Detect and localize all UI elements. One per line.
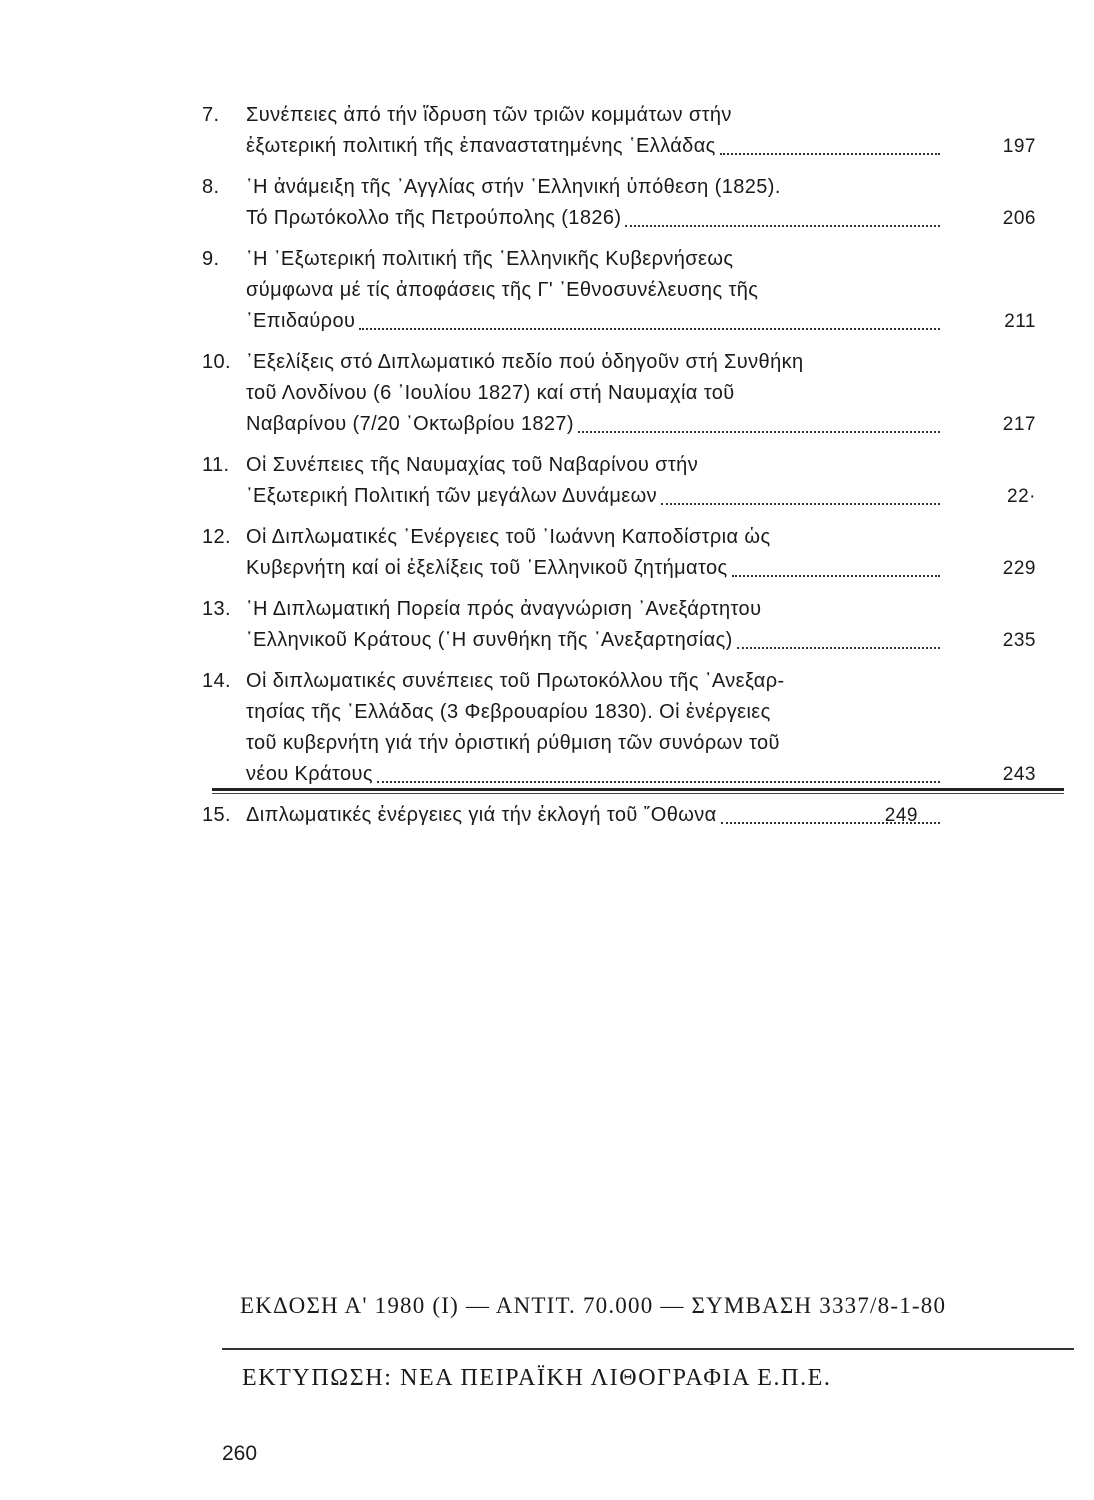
toc-entry-line xyxy=(202,697,944,728)
edition-line: ΕΚΔΟΣΗ Α' 1980 (Ι) — ΑΝΤΙΤ. 70.000 — ΣΥΜΒΑΣΗ 3337/8-1-80 xyxy=(240,1293,947,1318)
page-number: 260 xyxy=(222,1442,258,1465)
toc-entry-line xyxy=(202,203,1036,234)
toc-entry-text: σύμφωνα μέ τίς ἀποφάσεις τῆς Γ' ᾿Εθνοσυνέλευσης τῆς xyxy=(246,279,759,301)
toc-entry-line xyxy=(202,450,944,481)
toc-entry-line xyxy=(202,347,944,378)
toc-entry-text: Τό Πρωτόκολλο τῆς Πετρούπολης (1826) xyxy=(246,207,622,229)
toc-entry-number: 11. xyxy=(202,454,230,476)
toc-entry-text: Συνέπειες ἀπό τήν ἵδρυση τῶν τριῶν κομμάτων στήν xyxy=(246,104,732,126)
toc-entry-page: 243 xyxy=(1002,764,1036,785)
toc-entry-line xyxy=(202,378,944,409)
toc-entry-line xyxy=(202,625,1036,656)
toc-entry-number: 8. xyxy=(202,176,220,198)
toc-entry-text: ῾Η ἀνάμειξη τῆς ᾿Αγγλίας στήν ῾Ελληνική ὑπόθεση (1825). xyxy=(246,176,781,198)
toc-entry-line xyxy=(202,522,944,553)
toc-entry xyxy=(202,594,1062,656)
dot-leader xyxy=(578,430,940,433)
toc-entry-number: 10. xyxy=(202,351,232,373)
toc-entry-text: Οἱ Συνέπειες τῆς Ναυμαχίας τοῦ Ναβαρίνου στήν xyxy=(246,454,699,476)
toc-entry-text: ᾿Επιδαύρου xyxy=(246,310,356,332)
toc-entry xyxy=(202,666,1062,790)
toc-entry-number: 7. xyxy=(202,104,220,126)
toc-entry-text: ᾿Εξελίξεις στό Διπλωματικό πεδίο πού ὁδηγοῦν στή Συνθήκη xyxy=(246,351,804,373)
toc-entry-text: Οἱ Διπλωματικές ᾿Ενέργειες τοῦ ᾿Ιωάννη Καποδίστρια ὡς xyxy=(246,526,771,548)
toc-entry xyxy=(202,522,1062,584)
toc-entry-text: ῾Η ᾿Εξωτερική πολιτική τῆς ῾Ελληνικῆς Κυβερνήσεως xyxy=(246,248,734,270)
colophon-divider xyxy=(222,1348,1074,1350)
toc-entry-page: 229 xyxy=(1002,558,1036,579)
printer-line: ΕΚΤΥΠΩΣΗ: ΝΕΑ ΠΕΙΡΑΪΚΗ ΛΙΘΟΓΡΑΦΙΑ Ε.Π.Ε. xyxy=(242,1365,832,1391)
toc-entry-line xyxy=(202,409,1036,440)
table-of-contents xyxy=(202,100,1062,841)
toc-entry-page: 249 xyxy=(884,805,918,826)
toc-entry-text: ἐξωτερική πολιτική τῆς ἐπαναστατημένης ῾Ελλάδας xyxy=(246,135,716,157)
toc-entry-text: ᾿Εξωτερική Πολιτική τῶν μεγάλων Δυνάμεων xyxy=(246,485,658,507)
toc-entry-text: τοῦ κυβερνήτη γιά τήν ὁριστική ρύθμιση τῶν συνόρων τοῦ xyxy=(246,732,780,754)
toc-entry-line xyxy=(202,100,944,131)
section-divider xyxy=(212,788,1064,794)
toc-entry-line xyxy=(202,131,1036,162)
toc-entry-line xyxy=(202,306,1036,337)
toc-entry-line xyxy=(202,172,944,203)
toc-entry-line xyxy=(202,759,1036,790)
toc-entry xyxy=(202,347,1062,440)
dot-leader xyxy=(720,152,940,155)
toc-entry-text: νέου Κράτους xyxy=(246,763,373,785)
dot-leader xyxy=(732,574,940,577)
toc-entry-line xyxy=(202,800,944,831)
toc-entry-line xyxy=(202,275,944,306)
toc-entry-text: τοῦ Λονδίνου (6 ᾿Ιουλίου 1827) καί στή Ναυμαχία τοῦ xyxy=(246,382,735,404)
toc-entry-page: 206 xyxy=(1002,208,1036,229)
toc-entry xyxy=(202,450,1062,512)
toc-entry xyxy=(202,100,1062,162)
dot-leader xyxy=(661,502,940,505)
toc-entry-page: 211 xyxy=(1004,311,1036,332)
toc-entry-text: Διπλωματικές ἐνέργειες γιά τήν ἐκλογή τοῦ ῎Οθωνα xyxy=(246,804,717,826)
toc-entry-text: τησίας τῆς ῾Ελλάδας (3 Φεβρουαρίου 1830). Οἱ ἐνέργειες xyxy=(246,701,771,723)
toc-entry-page: 197 xyxy=(1002,136,1036,157)
toc-entry-text: Κυβερνήτη καί οἱ ἐξελίξεις τοῦ ῾Ελληνικοῦ ζητήματος xyxy=(246,557,728,579)
toc-entry-text: Οἱ διπλωματικές συνέπειες τοῦ Πρωτοκόλλου τῆς ᾿Ανεξαρ- xyxy=(246,670,785,692)
toc-entry-number: 15. xyxy=(202,804,232,826)
dot-leader xyxy=(737,646,940,649)
toc-entry-page: 217 xyxy=(1002,414,1036,435)
dot-leader xyxy=(359,327,940,330)
toc-entry-line xyxy=(202,666,944,697)
toc-entry-text: ῾Ελληνικοῦ Κράτους (῾Η συνθήκη τῆς ᾿Ανεξαρτησίας) xyxy=(246,629,733,651)
dot-leader xyxy=(625,224,940,227)
toc-entry-line xyxy=(202,553,1036,584)
toc-entry-number: 9. xyxy=(202,248,220,270)
toc-entry-text: Ναβαρίνου (7/20 ᾿Οκτωβρίου 1827) xyxy=(246,413,574,435)
toc-entry-line xyxy=(202,244,944,275)
toc-entry-number: 12. xyxy=(202,526,232,548)
toc-entry-page: 235 xyxy=(1002,630,1036,651)
toc-entry-number: 13. xyxy=(202,598,232,620)
toc-entry-line xyxy=(202,481,1036,512)
toc-entry xyxy=(202,172,1062,234)
toc-entry-line xyxy=(202,594,944,625)
toc-entry xyxy=(202,800,1062,831)
toc-entry-line xyxy=(202,728,944,759)
dot-leader xyxy=(377,780,940,783)
toc-entry-text: ῾Η Διπλωματική Πορεία πρός ἀναγνώριση ᾿Ανεξάρτητου xyxy=(246,598,762,620)
toc-entry-page: 22· xyxy=(1007,486,1036,507)
toc-entry-number: 14. xyxy=(202,670,232,692)
toc-entry xyxy=(202,244,1062,337)
